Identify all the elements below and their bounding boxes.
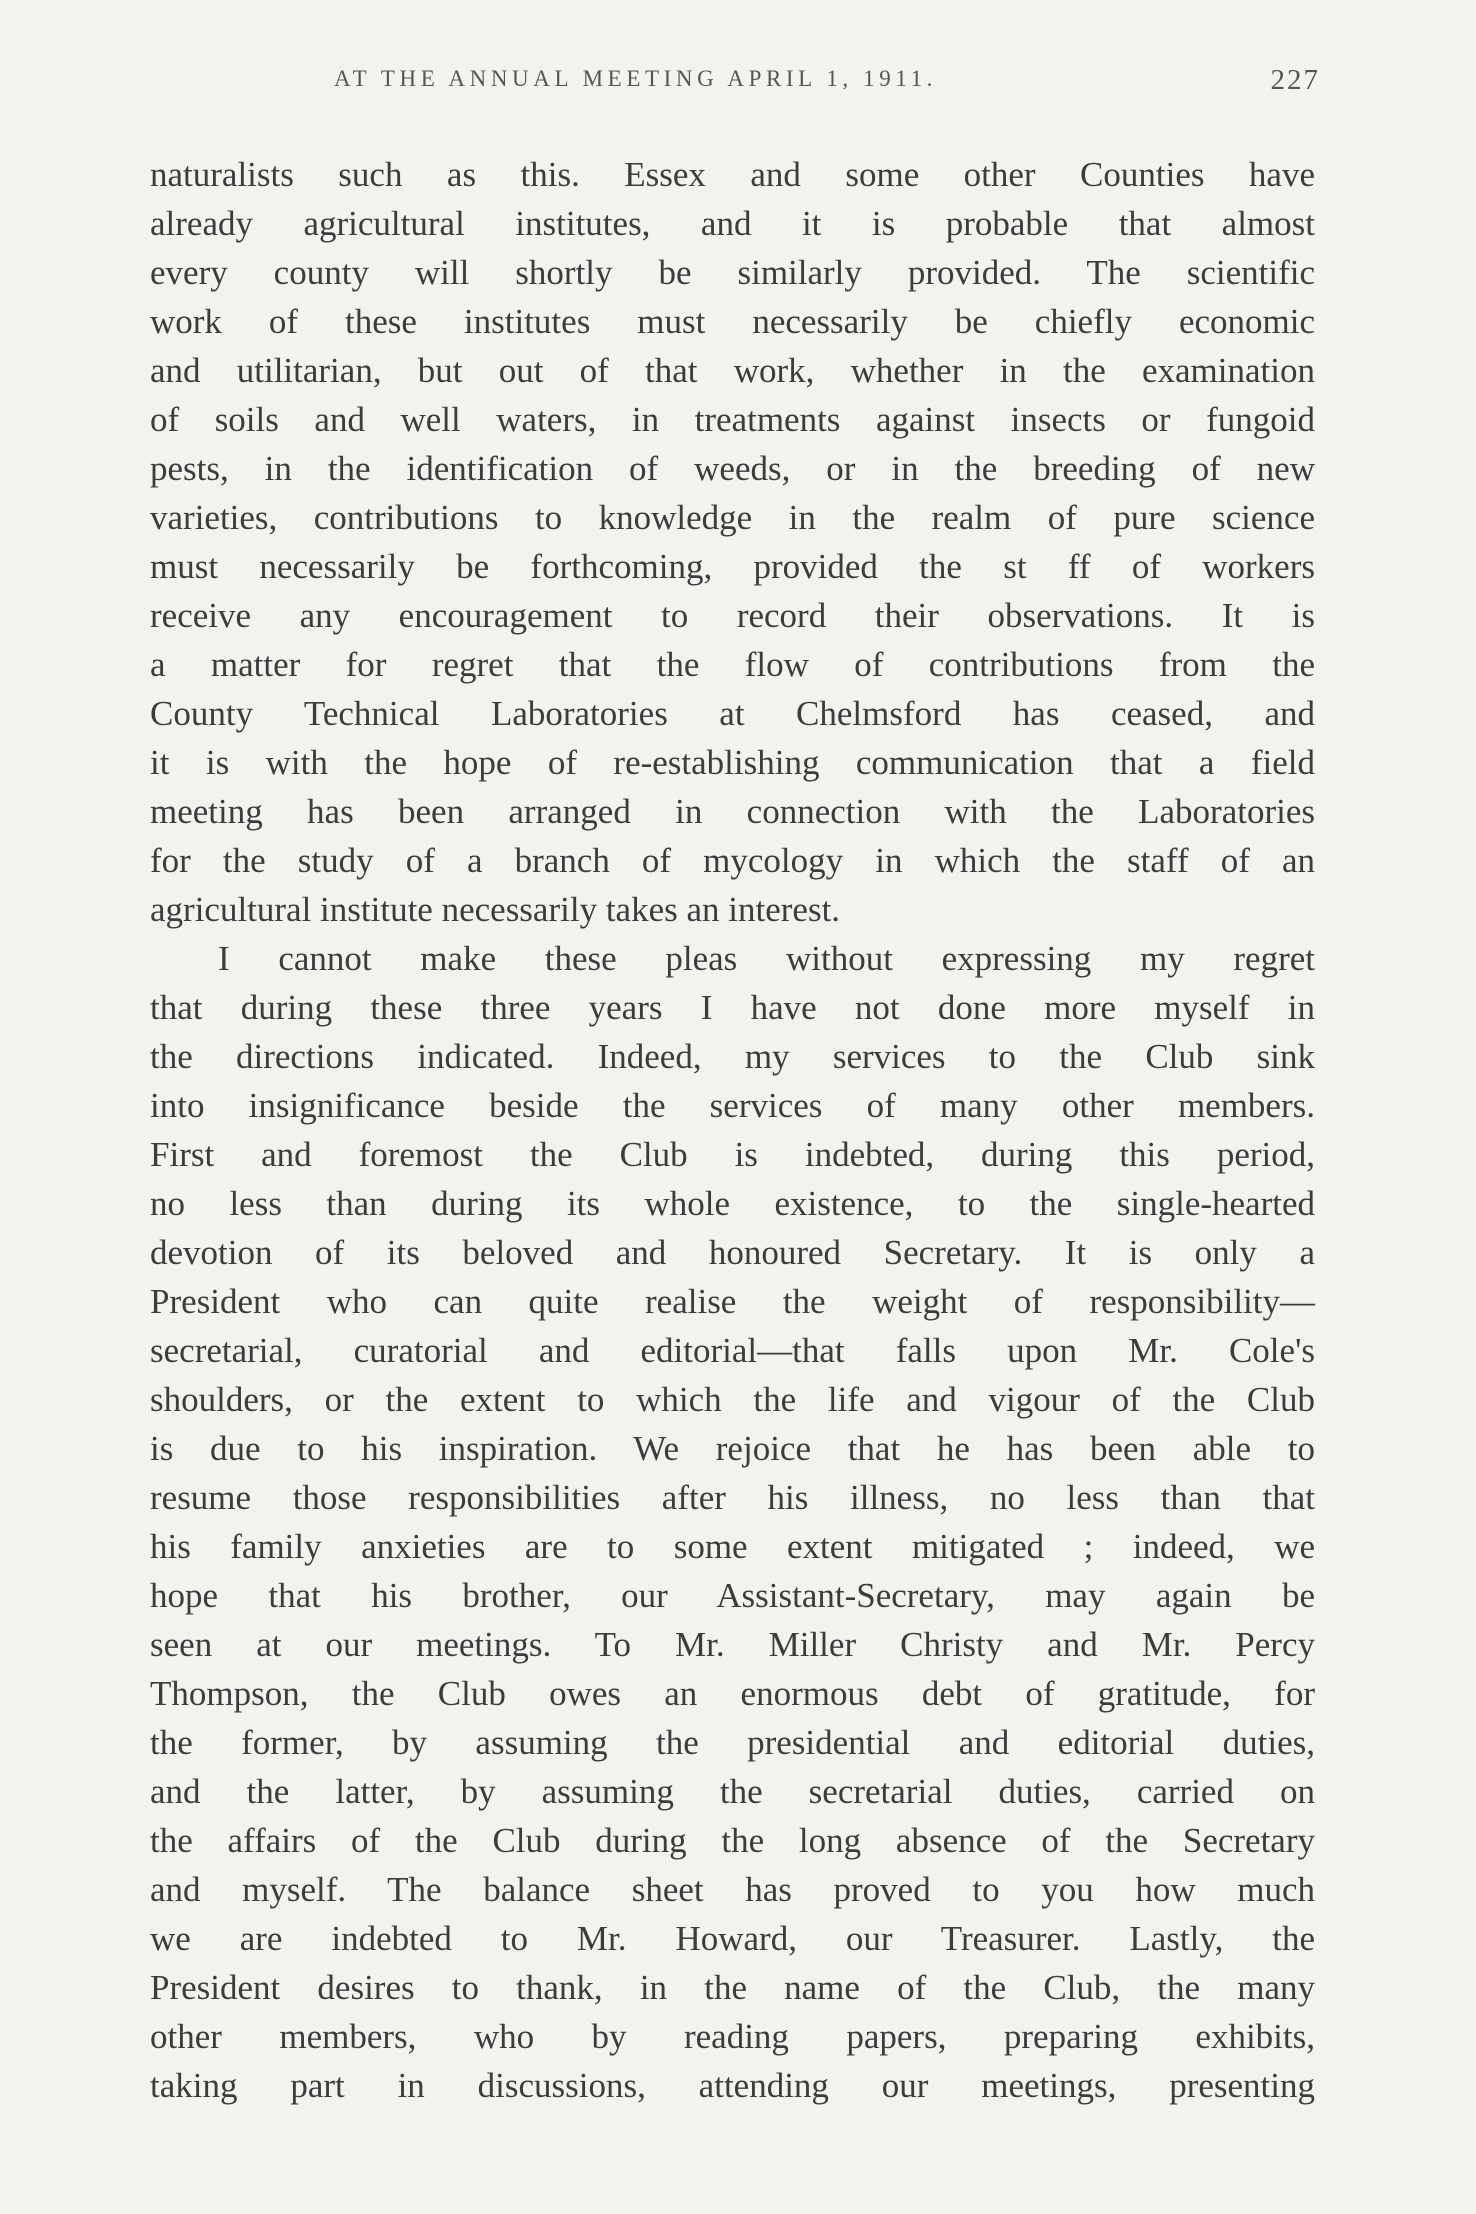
text-line: hope that his brother, our Assistant-Secretary, may again be [150,1576,1315,1615]
text-line: into insignificance beside the services of many other members. [150,1086,1315,1125]
text-line: the former, by assuming the presidential and editorial duties, [150,1723,1315,1762]
body-text [150,150,1315,2110]
text-line: taking part in discussions, attending our meetings, presenting [150,2066,1315,2105]
text-line: a matter for regret that the flow of contributions from the [150,645,1315,684]
text-line: varieties, contributions to knowledge in the realm of pure science [150,498,1315,537]
text-line: shoulders, or the extent to which the life and vigour of the Club [150,1380,1315,1419]
text-line: receive any encouragement to record their observations. It is [150,596,1315,635]
text-line: must necessarily be forthcoming, provided the st ff of workers [150,547,1315,586]
text-line: Thompson, the Club owes an enormous debt of gratitude, for [150,1674,1315,1713]
text-line: pests, in the identification of weeds, or in the breeding of new [150,449,1315,488]
text-line: seen at our meetings. To Mr. Miller Christy and Mr. Percy [150,1625,1315,1664]
text-line: President desires to thank, in the name of the Club, the many [150,1968,1315,2007]
page-number: 227 [1270,64,1320,96]
text-line: naturalists such as this. Essex and some other Counties have [150,155,1315,194]
text-line: every county will shortly be similarly provided. The scientific [150,253,1315,292]
paragraph-start-line: I cannot make these pleas without expressing my regret [218,939,1315,978]
text-line: President who can quite realise the weight of responsibility— [150,1282,1315,1321]
text-line: and utilitarian, but out of that work, whether in the examination [150,351,1315,390]
text-line: work of these institutes must necessarily be chiefly economic [150,302,1315,341]
text-line: First and foremost the Club is indebted, during this period, [150,1135,1315,1174]
paragraph-end-line: agricultural institute necessarily takes an interest. [150,890,841,929]
text-line: is due to his inspiration. We rejoice that he has been able to [150,1429,1315,1468]
text-line: already agricultural institutes, and it is probable that almost [150,204,1315,243]
running-head [150,66,1320,106]
text-line: the affairs of the Club during the long absence of the Secretary [150,1821,1315,1860]
text-line: for the study of a branch of mycology in which the staff of an [150,841,1315,880]
text-line: it is with the hope of re-establishing communication that a field [150,743,1315,782]
text-line: secretarial, curatorial and editorial—that falls upon Mr. Cole's [150,1331,1315,1370]
text-line: no less than during its whole existence, to the single-hearted [150,1184,1315,1223]
text-line: devotion of its beloved and honoured Secretary. It is only a [150,1233,1315,1272]
text-line: the directions indicated. Indeed, my services to the Club sink [150,1037,1315,1076]
text-line: his family anxieties are to some extent mitigated ; indeed, we [150,1527,1315,1566]
text-line: resume those responsibilities after his illness, no less than that [150,1478,1315,1517]
text-line: that during these three years I have not done more myself in [150,988,1315,1027]
text-line: we are indebted to Mr. Howard, our Treasurer. Lastly, the [150,1919,1315,1958]
text-line: County Technical Laboratories at Chelmsford has ceased, and [150,694,1315,733]
running-title: AT THE ANNUAL MEETING APRIL 1, 1911. [334,66,938,91]
text-line: and the latter, by assuming the secretarial duties, carried on [150,1772,1315,1811]
text-line: other members, who by reading papers, preparing exhibits, [150,2017,1315,2056]
text-line: meeting has been arranged in connection with the Laboratories [150,792,1315,831]
text-line: and myself. The balance sheet has proved to you how much [150,1870,1315,1909]
text-line: of soils and well waters, in treatments against insects or fungoid [150,400,1315,439]
